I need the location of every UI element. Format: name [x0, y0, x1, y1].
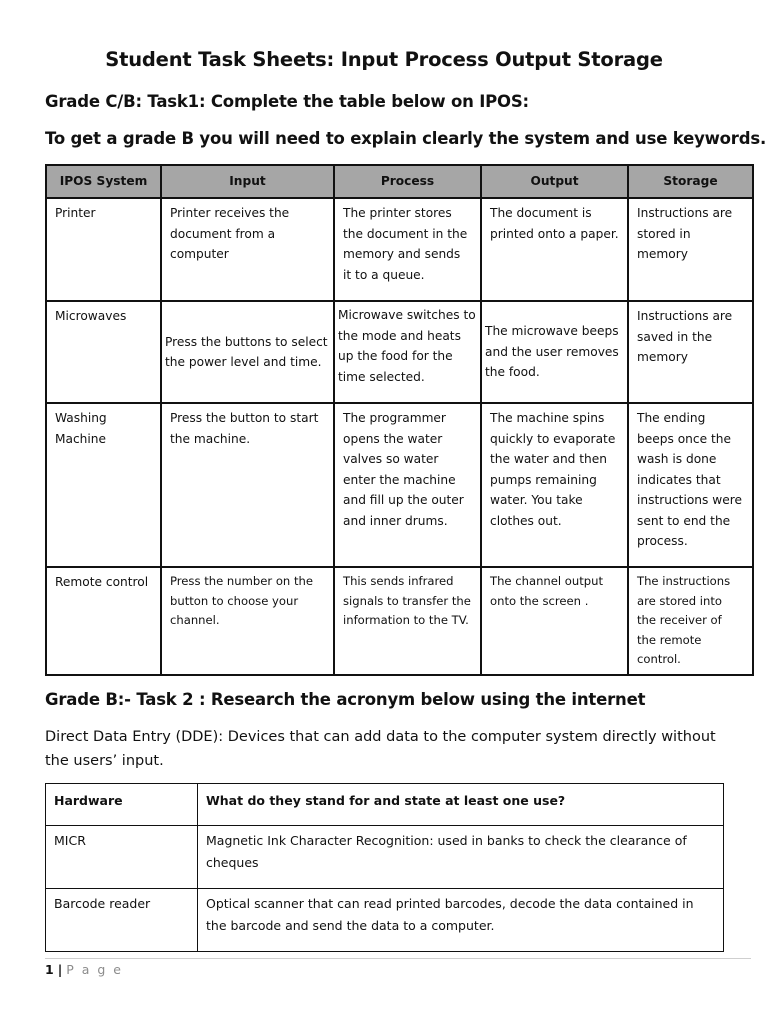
ipos-header-storage: Storage — [628, 165, 753, 198]
ipos-cell-input: Printer receives the document from a computer — [161, 198, 334, 301]
page-label: P a g e — [66, 962, 123, 977]
page-footer — [45, 962, 123, 978]
table-row — [46, 567, 753, 675]
ipos-cell-input: Press the button to start the machine. — [161, 403, 334, 567]
ipos-cell-output: The document is printed onto a paper. — [481, 198, 628, 301]
dde-header-row — [46, 784, 724, 826]
dde-cell-hardware: MICR — [46, 826, 198, 889]
task2-description: Direct Data Entry (DDE): Devices that can add data to the computer system directly without the users’ input. — [45, 729, 716, 769]
ipos-cell-system: Microwaves — [46, 301, 161, 403]
ipos-cell-process: The programmer opens the water valves so water enter the machine and fill up the outer and inner drums. — [334, 403, 481, 567]
footer-separator: | — [57, 962, 63, 977]
ipos-cell-output: The machine spins quickly to evaporate the water and then pumps remaining water. You take clothes out. — [481, 403, 628, 567]
task1-heading: Grade C/B: Task1: Complete the table below on IPOS: — [45, 92, 529, 111]
ipos-header-system: IPOS System — [46, 165, 161, 198]
ipos-header-process: Process — [334, 165, 481, 198]
ipos-cell-input: Press the buttons to select the power level and time. — [161, 301, 334, 403]
ipos-cell-input: Press the number on the button to choose your channel. — [161, 567, 334, 675]
ipos-header-output: Output — [481, 165, 628, 198]
ipos-cell-process: This sends infrared signals to transfer the information to the TV. — [334, 567, 481, 675]
dde-cell-hardware: Barcode reader — [46, 889, 198, 952]
ipos-cell-storage: The instructions are stored into the receiver of the remote control. — [628, 567, 753, 675]
table-row — [46, 198, 753, 301]
ipos-cell-output: The microwave beeps and the user removes the food. — [481, 301, 628, 403]
task2-heading: Grade B:- Task 2 : Research the acronym below using the internet — [45, 690, 646, 709]
ipos-cell-process: The printer stores the document in the memory and sends it to a queue. — [334, 198, 481, 301]
table-row — [46, 889, 724, 952]
ipos-cell-system: Remote control — [46, 567, 161, 675]
ipos-header-row — [46, 165, 753, 198]
dde-header-hardware: Hardware — [46, 784, 198, 826]
ipos-cell-storage: Instructions are stored in memory — [628, 198, 753, 301]
dde-header-answer: What do they stand for and state at least one use? — [198, 784, 724, 826]
ipos-cell-output: The channel output onto the screen . — [481, 567, 628, 675]
ipos-cell-system: Printer — [46, 198, 161, 301]
ipos-header-input: Input — [161, 165, 334, 198]
dde-cell-answer: Magnetic Ink Character Recognition: used in banks to check the clearance of cheques — [198, 826, 724, 889]
dde-cell-answer: Optical scanner that can read printed barcodes, decode the data contained in the barcode and send the data to a computer. — [198, 889, 724, 952]
ipos-cell-system: Washing Machine — [46, 403, 161, 567]
table-row — [46, 403, 753, 567]
task1-instruction: To get a grade B you will need to explain clearly the system and use keywords. — [45, 129, 767, 148]
table-row — [46, 826, 724, 889]
ipos-cell-process: Microwave switches to the mode and heats up the food for the time selected. — [334, 301, 481, 403]
dde-table — [45, 783, 724, 952]
ipos-table — [45, 164, 754, 676]
footer-rule — [45, 958, 751, 959]
ipos-cell-storage: The ending beeps once the wash is done indicates that instructions were sent to end the process. — [628, 403, 753, 567]
table-row — [46, 301, 753, 403]
page-number: 1 — [45, 962, 54, 977]
page-title: Student Task Sheets: Input Process Output Storage — [105, 48, 663, 71]
ipos-cell-storage: Instructions are saved in the memory — [628, 301, 753, 403]
